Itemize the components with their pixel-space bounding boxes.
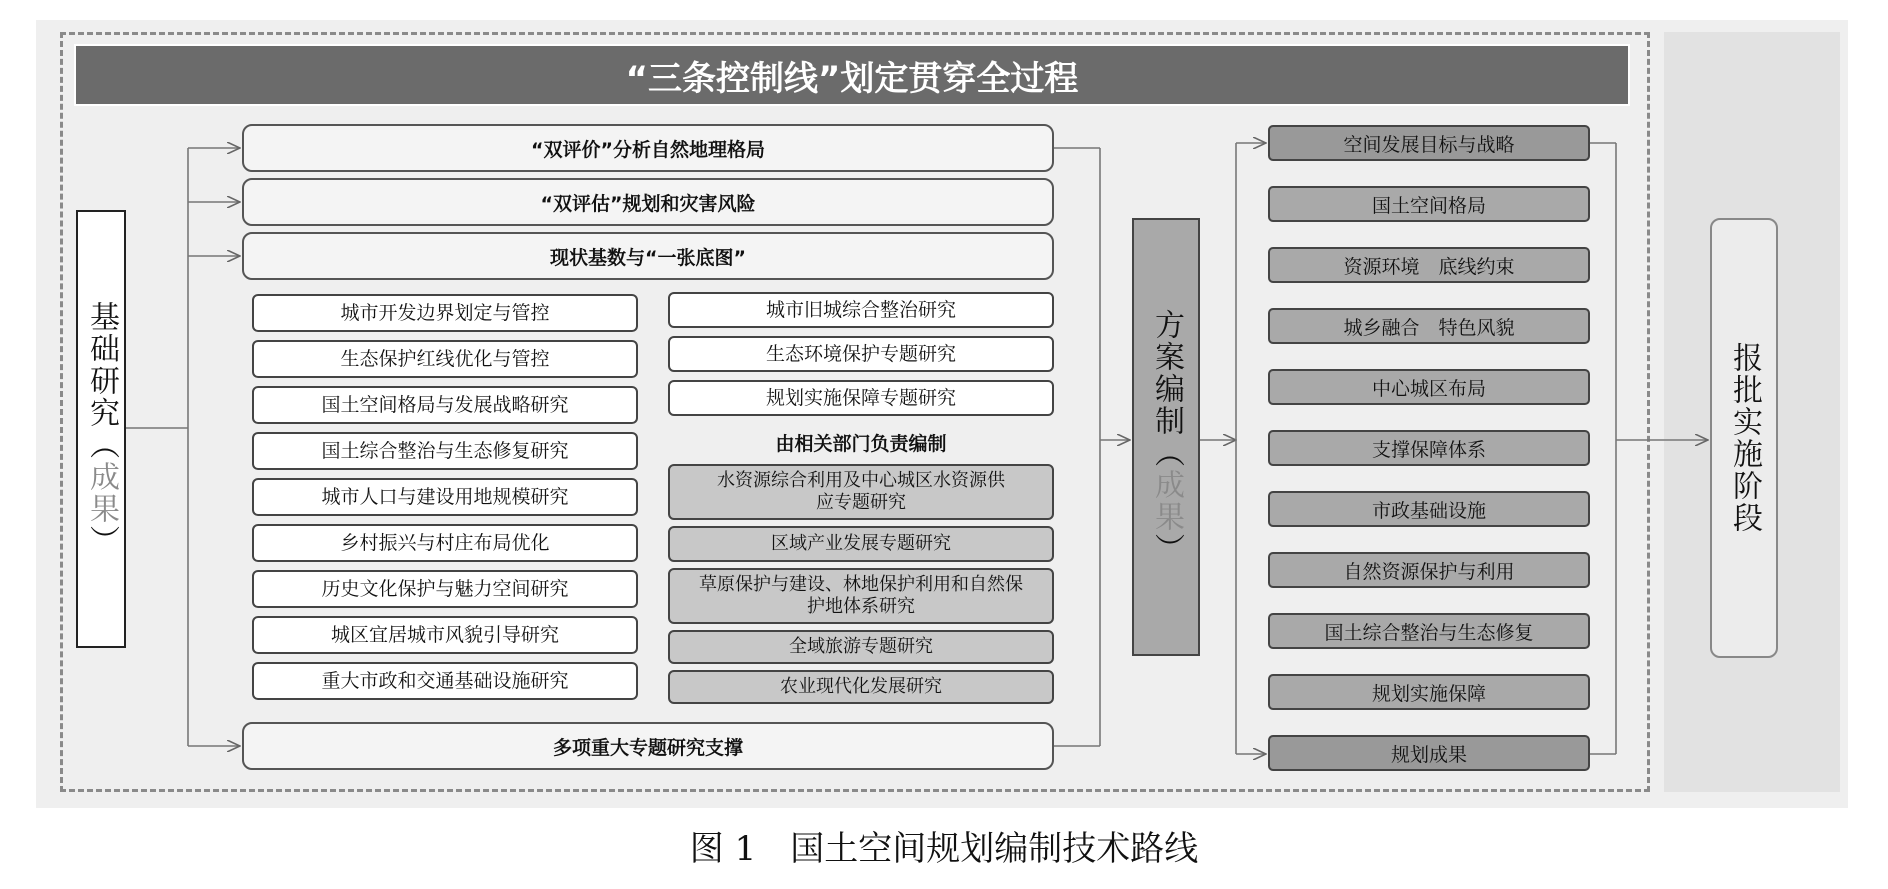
stage-plan-compilation-label: 方案编制 bbox=[1149, 309, 1184, 437]
stage-basic-research-paren-open: （ bbox=[84, 429, 119, 461]
output-box: 国土空间格局 bbox=[1268, 186, 1590, 222]
diagram-title: “三条控制线”划定贯穿全过程 bbox=[74, 44, 1630, 106]
topic-box: 城市旧城综合整治研究 bbox=[668, 292, 1054, 328]
output-box: 自然资源保护与利用 bbox=[1268, 552, 1590, 588]
stage-plan-compilation bbox=[1132, 218, 1200, 656]
research-item: “双评估”规划和灾害风险 bbox=[242, 178, 1054, 226]
research-item: “双评价”分析自然地理格局 bbox=[242, 124, 1054, 172]
stage-basic-research bbox=[76, 210, 126, 648]
stage-basic-research-paren-close: ） bbox=[84, 525, 119, 557]
topic-box-department: 区域产业发展专题研究 bbox=[668, 526, 1054, 562]
research-item: 现状基数与“一张底图” bbox=[242, 232, 1054, 280]
department-group-label: 由相关部门负责编制 bbox=[775, 432, 947, 455]
topic-box-department: 草原保护与建设、林地保护利用和自然保护地体系研究 bbox=[668, 568, 1054, 624]
topic-box: 城市人口与建设用地规模研究 bbox=[252, 478, 638, 516]
figure-number: 图 1 bbox=[689, 828, 757, 869]
figure-caption bbox=[0, 815, 1888, 875]
output-box: 中心城区布局 bbox=[1268, 369, 1590, 405]
output-box: 资源环境 底线约束 bbox=[1268, 247, 1590, 283]
stage-approval-label: 报批实施阶段 bbox=[1727, 342, 1762, 534]
stage-basic-research-label: 基础研究 bbox=[84, 301, 119, 429]
topic-box: 生态环境保护专题研究 bbox=[668, 336, 1054, 372]
output-box: 规划成果 bbox=[1268, 735, 1590, 771]
topic-box: 城区宜居城市风貌引导研究 bbox=[252, 616, 638, 654]
stage-plan-compilation-paren-open: （ bbox=[1149, 437, 1184, 469]
output-box: 市政基础设施 bbox=[1268, 491, 1590, 527]
stage-basic-research-sub: 成果 bbox=[84, 461, 119, 525]
topic-box-department: 水资源综合利用及中心城区水资源供应专题研究 bbox=[668, 464, 1054, 520]
research-item: 多项重大专题研究支撑 bbox=[242, 722, 1054, 770]
output-box: 国土综合整治与生态修复 bbox=[1268, 613, 1590, 649]
topic-box-department: 全域旅游专题研究 bbox=[668, 630, 1054, 664]
figure-caption-text: 国土空间规划编制技术路线 bbox=[790, 828, 1199, 869]
stage-approval bbox=[1710, 218, 1778, 658]
topic-box: 城市开发边界划定与管控 bbox=[252, 294, 638, 332]
output-box: 城乡融合 特色风貌 bbox=[1268, 308, 1590, 344]
topic-box-department: 农业现代化发展研究 bbox=[668, 670, 1054, 704]
topic-box: 历史文化保护与魅力空间研究 bbox=[252, 570, 638, 608]
topic-box: 规划实施保障专题研究 bbox=[668, 380, 1054, 416]
topic-box: 乡村振兴与村庄布局优化 bbox=[252, 524, 638, 562]
output-box: 规划实施保障 bbox=[1268, 674, 1590, 710]
stage-plan-compilation-paren-close: ） bbox=[1149, 533, 1184, 565]
topic-box: 国土综合整治与生态修复研究 bbox=[252, 432, 638, 470]
output-box: 空间发展目标与战略 bbox=[1268, 125, 1590, 161]
topic-box: 国土空间格局与发展战略研究 bbox=[252, 386, 638, 424]
topic-box: 生态保护红线优化与管控 bbox=[252, 340, 638, 378]
stage-plan-compilation-sub: 成果 bbox=[1149, 469, 1184, 533]
topic-box: 重大市政和交通基础设施研究 bbox=[252, 662, 638, 700]
output-box: 支撑保障体系 bbox=[1268, 430, 1590, 466]
